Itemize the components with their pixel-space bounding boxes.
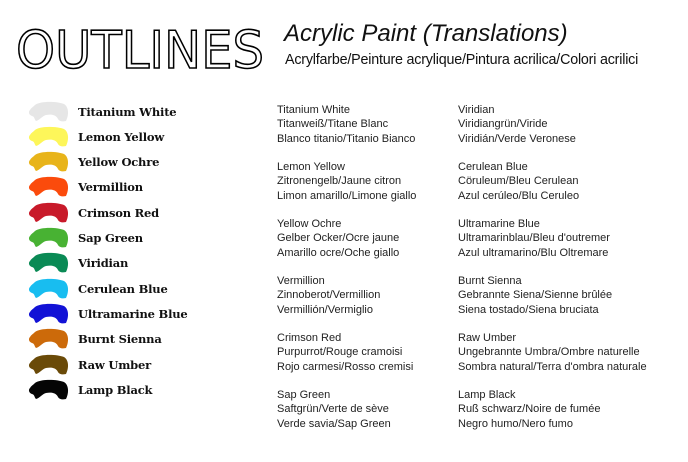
swatch-item <box>26 301 256 326</box>
paint-blob-icon <box>26 354 70 376</box>
page-subtitle: Acrylfarbe/Peinture acrylique/Pintura acrilica/Colori acrilici <box>285 52 639 68</box>
color-name: Ultramarine Blue <box>458 218 540 230</box>
translation-group <box>458 388 634 431</box>
translation-es-it: Azul ultramarino/Blu Oltremare <box>458 246 609 259</box>
translation-de-fr: Titanweiß/Titane Blanc <box>277 118 389 131</box>
swatch-label: Crimson Red <box>78 205 159 220</box>
translation-de-fr: Ultramarinblau/Bleu d'outremer <box>458 232 610 245</box>
paint-blob-icon <box>26 176 70 198</box>
paint-blob-icon <box>26 101 70 123</box>
translation-es-it: Azul cerúleo/Blu Ceruleo <box>458 189 580 202</box>
translation-de-fr: Zinnoberot/Vermillion <box>277 289 381 302</box>
swatch-item <box>26 352 256 377</box>
color-name: Vermillion <box>277 275 325 287</box>
color-name: Viridian <box>458 104 495 116</box>
swatch-item <box>26 150 256 175</box>
swatch-item <box>26 251 256 276</box>
translation-group <box>458 103 634 146</box>
color-name: Burnt Sienna <box>458 275 522 287</box>
color-name: Lamp Black <box>458 389 516 401</box>
swatch-label: Titanium White <box>78 104 177 119</box>
svg-text:OUTLINES: OUTLINES <box>16 21 264 74</box>
translation-es-it: Vermillión/Vermiglio <box>277 303 373 316</box>
swatch-label: Ultramarine Blue <box>78 306 188 321</box>
swatch-label: Raw Umber <box>78 357 151 372</box>
swatch-label: Lemon Yellow <box>78 129 165 144</box>
swatch-label: Cerulean Blue <box>78 281 168 296</box>
color-name: Raw Umber <box>458 332 517 344</box>
translation-es-it: Blanco titanio/Titanio Bianco <box>277 132 416 145</box>
translation-group <box>277 388 453 431</box>
swatch-item <box>26 99 256 124</box>
translation-de-fr: Purpurrot/Rouge cramoisi <box>277 346 403 359</box>
translation-de-fr: Viridiangrün/Viride <box>458 118 548 131</box>
translation-group <box>458 160 634 203</box>
paint-blob-icon <box>26 126 70 148</box>
translation-es-it: Siena tostado/Siena bruciata <box>458 303 599 316</box>
translation-group <box>277 217 453 260</box>
page-title: Acrylic Paint (Translations) <box>284 20 568 47</box>
translation-de-fr: Ungebrannte Umbra/Ombre naturelle <box>458 346 640 359</box>
translation-group <box>458 274 634 317</box>
color-name: Sap Green <box>277 389 331 401</box>
translation-de-fr: Ruß schwarz/Noire de fumée <box>458 403 601 416</box>
translation-group <box>277 274 453 317</box>
swatch-item <box>26 200 256 225</box>
paint-blob-icon <box>26 278 70 300</box>
paint-blob-icon <box>26 151 70 173</box>
paint-blob-icon <box>26 227 70 249</box>
color-name: Yellow Ochre <box>277 218 342 230</box>
swatch-label: Burnt Sienna <box>78 332 162 347</box>
translation-group <box>458 331 647 374</box>
color-name: Titanium White <box>277 104 350 116</box>
translation-de-fr: Gebrannte Siena/Sienne brûlée <box>458 289 613 302</box>
swatch-item <box>26 327 256 352</box>
translation-es-it: Rojo carmesi/Rosso cremisi <box>277 360 414 373</box>
translation-de-fr: Cöruleum/Bleu Cerulean <box>458 175 579 188</box>
translation-de-fr: Gelber Ocker/Ocre jaune <box>277 232 400 245</box>
color-name: Crimson Red <box>277 332 342 344</box>
translation-es-it: Amarillo ocre/Oche giallo <box>277 246 400 259</box>
translation-group <box>458 217 634 260</box>
paint-blob-icon <box>26 252 70 274</box>
paint-blob-icon <box>26 379 70 401</box>
swatch-item <box>26 124 256 149</box>
paint-blob-icon <box>26 328 70 350</box>
swatch-label: Yellow Ochre <box>78 155 160 170</box>
color-name: Cerulean Blue <box>458 161 528 173</box>
color-name: Lemon Yellow <box>277 161 345 173</box>
swatch-label: Viridian <box>78 256 129 271</box>
swatch-label: Sap Green <box>78 231 143 245</box>
swatch-item <box>26 226 256 251</box>
swatch-label: Vermillion <box>78 180 143 195</box>
translation-es-it: Sombra natural/Terra d'ombra naturale <box>458 360 647 373</box>
translation-es-it: Negro humo/Nero fumo <box>458 417 573 430</box>
translation-es-it: Viridián/Verde Veronese <box>458 132 576 145</box>
translation-es-it: Limon amarillo/Limone giallo <box>277 189 417 202</box>
translation-group <box>277 331 453 374</box>
swatch-item <box>26 175 256 200</box>
paint-blob-icon <box>26 202 70 224</box>
swatch-item <box>26 377 256 402</box>
translation-group <box>277 103 453 146</box>
translation-es-it: Verde savia/Sap Green <box>277 417 391 430</box>
swatch-label: Lamp Black <box>78 382 153 397</box>
translation-group <box>277 160 453 203</box>
translation-de-fr: Saftgrün/Verte de sève <box>277 403 389 416</box>
swatch-item <box>26 276 256 301</box>
outlines-logo <box>14 20 269 74</box>
translation-de-fr: Zitronengelb/Jaune citron <box>277 175 402 188</box>
paint-blob-icon <box>26 303 70 325</box>
